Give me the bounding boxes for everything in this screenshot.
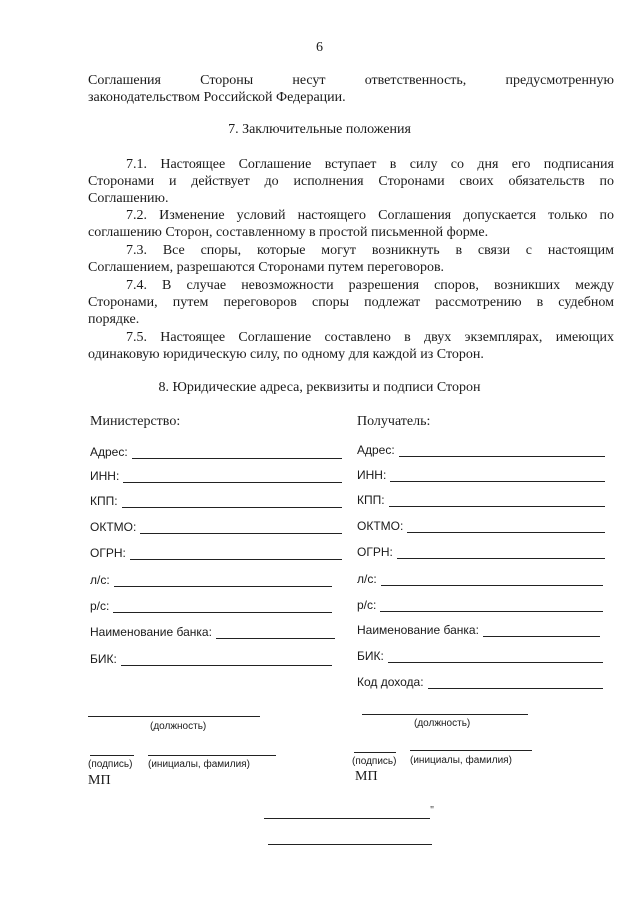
recipient-signature-line [354,752,396,753]
fill-line [390,469,605,482]
ministry-signature-caption: (подпись) [88,759,133,770]
field-label: ОГРН: [357,545,393,559]
fill-line [397,546,605,559]
fill-line [122,495,342,508]
intro-line-2: законодательством Российской Федерации. [88,90,346,105]
ministry-name-caption: (инициалы, фамилия) [148,759,250,770]
clause-7-3-line-2: Соглашением, разрешаются Сторонами путем переговоров. [88,260,445,275]
recipient-bank-field [357,621,600,637]
ministry-bik-field [90,650,332,666]
field-label: Адрес: [357,443,395,457]
fill-line [428,676,603,689]
clause-7-1-line-2: Сторонами и действует до исполнения Сторонами своих обязательств по [88,174,614,189]
recipient-income-code-field [357,673,603,689]
clause-7-1-line-1: 7.1. Настоящее Соглашение вступает в силу со дня его подписания [126,157,614,172]
fill-line [121,653,332,666]
fill-line [483,624,600,637]
recipient-ls-field [357,570,603,586]
ministry-position-line [88,716,260,717]
recipient-name-line [410,750,532,751]
fill-line [381,573,603,586]
clause-7-4-line-1: 7.4. В случае невозможности разрешения споров, возникших между [126,278,614,293]
clause-7-1-line-3: Соглашению. [88,191,169,206]
intro-word: Стороны [200,73,254,88]
intro-word: Соглашения [88,73,161,88]
field-label: л/с: [357,572,377,586]
recipient-heading: Получатель: [357,414,431,429]
clause-7-3-line-1: 7.3. Все споры, которые могут возникнуть в связи с настоящим [126,243,614,258]
ministry-heading: Министерство: [90,414,181,429]
recipient-name-caption: (инициалы, фамилия) [410,755,512,766]
fill-line [388,650,603,663]
fill-line [114,574,332,587]
field-label: Наименование банка: [90,625,212,639]
page-number: 6 [316,40,323,55]
field-label: КПП: [357,493,385,507]
ministry-position-caption: (должность) [150,721,207,732]
recipient-address-field [357,441,605,457]
field-label: Наименование банка: [357,623,479,637]
recipient-ogrn-field [357,543,605,559]
ministry-ogrn-field [90,544,342,560]
field-label: р/с: [90,599,110,613]
quote-mark: " [430,805,435,816]
recipient-signature-caption: (подпись) [352,756,397,767]
clause-7-5-line-2: одинаковую юридическую силу, по одному для каждой из Сторон. [88,347,484,362]
fill-line [389,494,605,507]
clause-7-2-line-1: 7.2. Изменение условий настоящего Соглашения допускается только по [126,208,614,223]
field-label: р/с: [357,598,377,612]
field-label: БИК: [357,649,384,663]
recipient-bik-field [357,647,603,663]
fill-line [113,600,332,613]
fill-line [132,446,342,459]
intro-word: предусмотренную [505,73,614,88]
ministry-stamp-label: МП [88,773,111,788]
clause-7-4-line-3: порядке. [88,312,140,327]
field-label: КПП: [90,494,118,508]
clause-7-5-line-1: 7.5. Настоящее Соглашение составлено в двух экземплярах, имеющих [126,330,614,345]
recipient-stamp-label: МП [355,769,378,784]
ministry-address-field [90,443,342,459]
field-label: ИНН: [357,468,387,482]
fill-line [399,444,605,457]
fill-line [380,599,603,612]
recipient-rs-field [357,596,603,612]
field-label: ОГРН: [90,546,126,560]
ministry-name-line [148,755,276,756]
field-label: Код дохода: [357,675,424,689]
field-label: ИНН: [90,469,120,483]
field-label: л/с: [90,573,110,587]
field-label: БИК: [90,652,117,666]
clause-7-4-line-2: Сторонами, путем переговоров споры подлежат рассмотрению в судебном [88,295,614,310]
ministry-rs-field [90,597,332,613]
ministry-oktmo-field [90,518,342,534]
fill-line [130,547,342,560]
recipient-position-line [362,714,528,715]
recipient-position-caption: (должность) [414,718,471,729]
field-label: ОКТМО: [90,520,137,534]
ministry-ls-field [90,571,332,587]
ministry-signature-line [90,755,134,756]
ministry-kpp-field [90,492,342,508]
field-label: ОКТМО: [357,519,404,533]
intro-line-1 [88,72,614,89]
fill-line [407,520,605,533]
bottom-line-2 [268,844,432,845]
recipient-kpp-field [357,491,605,507]
fill-line [123,470,342,483]
field-label: Адрес: [90,445,128,459]
fill-line [140,521,342,534]
ministry-inn-field [90,467,342,483]
clause-7-2-line-2: соглашению Сторон, составленному в простой письменной форме. [88,225,489,240]
section-8-title: 8. Юридические адреса, реквизиты и подписи Сторон [158,380,481,395]
intro-word: ответственность, [364,73,467,88]
recipient-inn-field [357,466,605,482]
intro-word: несут [292,73,326,88]
fill-line [216,626,335,639]
recipient-oktmo-field [357,517,605,533]
bottom-line-1 [264,818,430,819]
section-7-title: 7. Заключительные положения [228,122,411,137]
ministry-bank-field [90,623,335,639]
